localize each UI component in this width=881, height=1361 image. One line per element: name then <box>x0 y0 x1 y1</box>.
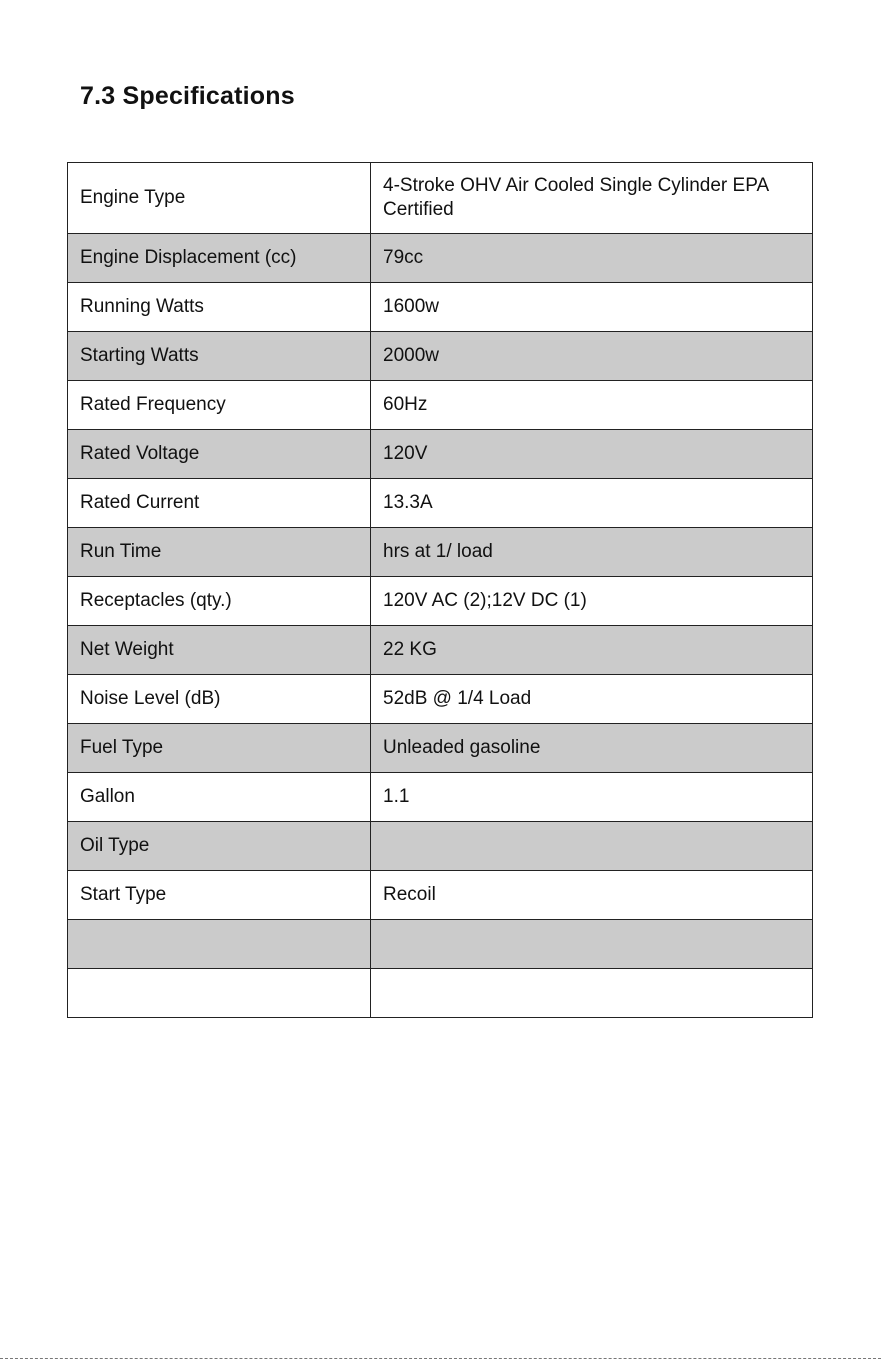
spec-value: 120V <box>371 430 813 479</box>
spec-label: Run Time <box>68 528 371 577</box>
spec-value: 22 KG <box>371 626 813 675</box>
spec-value: Recoil <box>371 871 813 920</box>
spec-row <box>68 234 813 283</box>
spec-row <box>68 920 813 969</box>
spec-value: 13.3A <box>371 479 813 528</box>
spec-label: Engine Type <box>68 163 371 234</box>
specifications-table-body <box>68 163 813 1018</box>
spec-label: Engine Displacement (cc) <box>68 234 371 283</box>
spec-row <box>68 822 813 871</box>
spec-label: Starting Watts <box>68 332 371 381</box>
spec-value: 1600w <box>371 283 813 332</box>
spec-row <box>68 675 813 724</box>
spec-label: Oil Type <box>68 822 371 871</box>
spec-value: 2000w <box>371 332 813 381</box>
spec-value: 60Hz <box>371 381 813 430</box>
spec-value: 79cc <box>371 234 813 283</box>
spec-value <box>371 822 813 871</box>
spec-row <box>68 528 813 577</box>
spec-value: Unleaded gasoline <box>371 724 813 773</box>
spec-label: Noise Level (dB) <box>68 675 371 724</box>
specifications-table <box>67 162 813 1018</box>
spec-row <box>68 479 813 528</box>
spec-label: Gallon <box>68 773 371 822</box>
spec-row <box>68 430 813 479</box>
spec-label: Rated Frequency <box>68 381 371 430</box>
spec-row <box>68 871 813 920</box>
spec-label: Rated Voltage <box>68 430 371 479</box>
spec-label <box>68 920 371 969</box>
spec-row <box>68 969 813 1018</box>
spec-value: hrs at 1/ load <box>371 528 813 577</box>
spec-label: Start Type <box>68 871 371 920</box>
spec-label: Receptacles (qty.) <box>68 577 371 626</box>
spec-label: Running Watts <box>68 283 371 332</box>
spec-value: 120V AC (2);12V DC (1) <box>371 577 813 626</box>
spec-row <box>68 332 813 381</box>
spec-row <box>68 626 813 675</box>
spec-label: Rated Current <box>68 479 371 528</box>
page-title: 7.3 Specifications <box>80 82 295 110</box>
page-bottom-rule <box>0 1358 881 1359</box>
spec-row <box>68 283 813 332</box>
spec-value: 52dB @ 1/4 Load <box>371 675 813 724</box>
spec-row <box>68 577 813 626</box>
spec-value <box>371 920 813 969</box>
spec-label <box>68 969 371 1018</box>
spec-value: 1.1 <box>371 773 813 822</box>
spec-row <box>68 724 813 773</box>
spec-value <box>371 969 813 1018</box>
spec-label: Fuel Type <box>68 724 371 773</box>
spec-row <box>68 773 813 822</box>
spec-row <box>68 163 813 234</box>
spec-row <box>68 381 813 430</box>
spec-value: 4-Stroke OHV Air Cooled Single Cylinder EPA Certified <box>371 163 813 234</box>
spec-label: Net Weight <box>68 626 371 675</box>
